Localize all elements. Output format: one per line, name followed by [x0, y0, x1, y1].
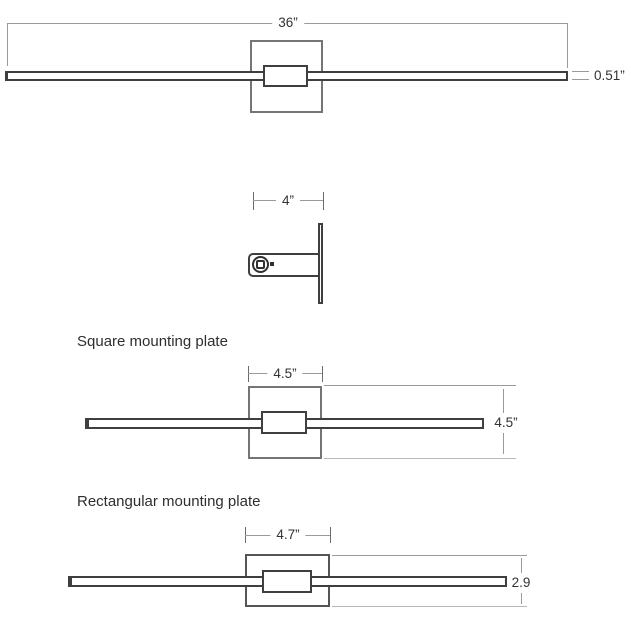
extension-line-right — [567, 23, 568, 68]
center-housing-square-view — [261, 411, 307, 434]
extension-line-top — [332, 555, 527, 556]
dim-text-height-4-5: 4.5” — [490, 413, 521, 433]
dim-text-width-4-7: 4.7” — [270, 527, 305, 543]
extension-line-bottom — [332, 606, 527, 607]
dim-text-thickness: 0.51” — [594, 68, 625, 83]
extension-line-left — [7, 23, 8, 66]
extension-line-top — [324, 385, 516, 386]
dim-tick-left — [248, 366, 249, 382]
leader-line-thickness-top — [572, 71, 589, 72]
center-housing-rect-view — [262, 570, 312, 593]
heading-square-plate: Square mounting plate — [77, 333, 228, 350]
dim-tick-left — [253, 192, 254, 210]
dim-tick-right — [330, 527, 331, 543]
dim-tick-right — [322, 366, 323, 382]
extension-line-bottom — [324, 458, 516, 459]
heading-rect-plate: Rectangular mounting plate — [77, 493, 261, 510]
dim-text-height-2-9: 2.9 — [508, 573, 535, 593]
dim-tick-right — [323, 192, 324, 210]
dim-text-width-36: 36” — [272, 15, 304, 31]
leader-line-thickness-bottom — [572, 79, 589, 80]
set-screw-dot — [270, 262, 274, 266]
bar-endcap-inner-square — [256, 260, 265, 269]
center-housing-front — [263, 65, 308, 87]
dim-text-depth-4: 4” — [276, 193, 300, 209]
dim-text-width-4-5: 4.5” — [267, 366, 302, 382]
